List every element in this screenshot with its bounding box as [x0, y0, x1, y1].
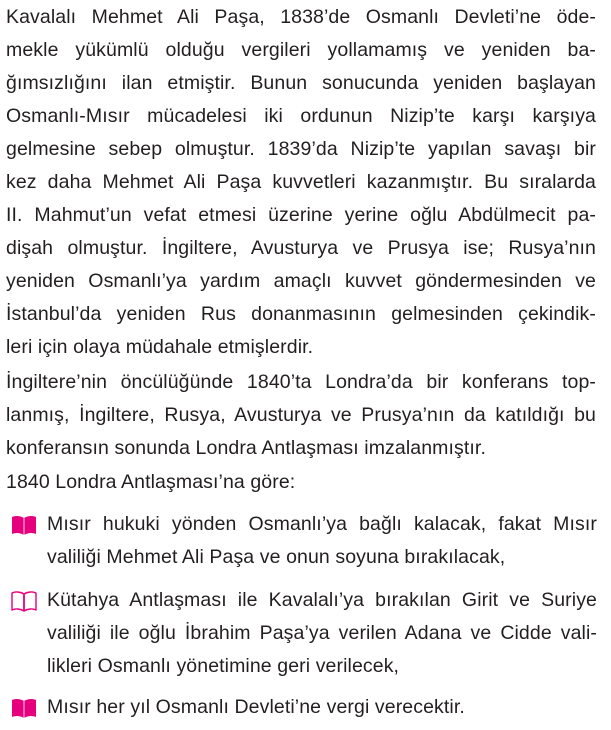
paragraph-line: gelmesine sebep olmuştur. 1839’da Nizip’te yapılan savaşı bir — [6, 138, 596, 160]
paragraph-line: leri için olaya müdahale etmişlerdir. — [6, 336, 314, 358]
list-item-line: Mısır her yıl Osmanlı Devleti’ne vergi verecektir. — [47, 696, 465, 718]
paragraph-line: Osmanlı-Mısır mücadelesi iki ordunun Nizip’te karşı karşıya — [6, 105, 596, 127]
paragraph-line: lanmış, İngiltere, Rusya, Avusturya ve Prusya’nın da katıldığı bu — [6, 404, 596, 426]
paragraph-line: konferansın sonunda Londra Antlaşması imzalanmıştır. — [6, 437, 486, 459]
list-item-line: valiliği ile oğlu İbrahim Paşa’ya verilen Adana ve Cidde vali- — [47, 622, 597, 644]
list-item-line: valiliği Mehmet Ali Paşa ve onun soyuna bırakılacak, — [47, 546, 506, 568]
book-filled-icon — [10, 514, 38, 536]
paragraph-line: ğımsızlığını ilan etmiştir. Bunun sonucunda yeniden başlayan — [6, 72, 596, 94]
paragraph-line: İstanbul’da yeniden Rus donanmasının gelmesinden çekindik- — [6, 303, 596, 325]
paragraph-line: Kavalalı Mehmet Ali Paşa, 1838’de Osmanlı Devleti’ne öde- — [6, 6, 596, 28]
book-filled-icon — [10, 697, 38, 719]
paragraph-line: mekle yükümlü olduğu vergileri yollamamış ve yeniden ba- — [6, 39, 596, 61]
list-item-line: Kütahya Antlaşması ile Kavalalı’ya bırakılan Girit ve Suriye — [47, 589, 597, 611]
list-item-line: Mısır hukuki yönden Osmanlı’ya bağlı kalacak, fakat Mısır — [47, 513, 597, 535]
list-intro: 1840 Londra Antlaşması’na göre: — [6, 471, 296, 493]
paragraph-line: dişah olmuştur. İngiltere, Avusturya ve Prusya ise; Rusya’nın — [6, 237, 596, 259]
paragraph-line: İngiltere’nin öncülüğünde 1840’ta Londra’da bir konferans top- — [6, 371, 596, 393]
book-outline-icon — [10, 590, 38, 612]
paragraph-line: II. Mahmut’un vefat etmesi üzerine yerine oğlu Abdülmecit pa- — [6, 204, 596, 226]
paragraph-line: kez daha Mehmet Ali Paşa kuvvetleri kazanmıştır. Bu sıralarda — [6, 171, 596, 193]
list-item-line: likleri Osmanlı yönetimine geri verilecek, — [47, 655, 400, 677]
paragraph-line: yeniden Osmanlı’ya yardım amaçlı kuvvet göndermesinden ve — [6, 270, 596, 292]
